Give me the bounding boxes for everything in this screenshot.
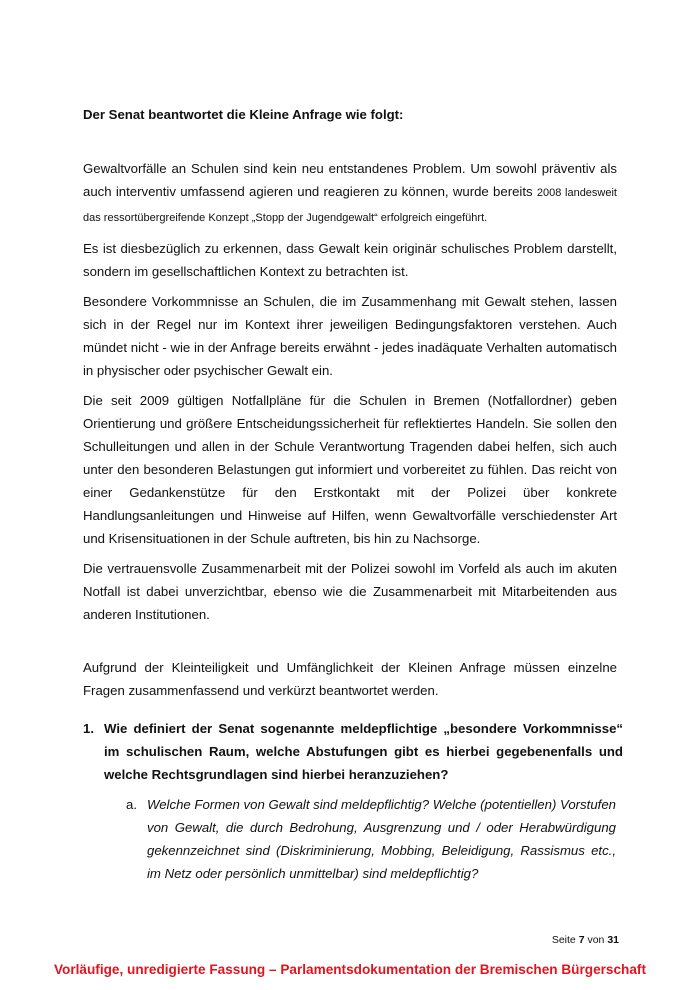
page-number <box>552 934 619 946</box>
page-number-total: 31 <box>607 934 619 946</box>
footer-disclaimer: Vorläufige, unredigierte Fassung – Parlamentsdokumentation der Bremischen Bürgerschaft <box>54 962 646 977</box>
paragraph-intro <box>83 157 617 230</box>
paragraph-police-cooperation: Die vertrauensvolle Zusammenarbeit mit der Polizei sowohl im Vorfeld als auch im akuten Notfall ist dabei unverzichtbar, ebenso wie die Zusammenarbeit mit Mitarbeitenden aus anderen Institutionen. <box>83 561 617 622</box>
page-number-current: 7 <box>578 934 585 946</box>
question-text: Wie definiert der Senat sogenannte meldepflichtige „besondere Vorkommnisse“ im schulischen Raum, welche Abstufungen gibt es hierbei gegebenenfalls und welche Rechtsgrundlagen sind hierbei heranzuziehen? <box>104 721 623 782</box>
answer-body <box>83 157 617 709</box>
subquestion-a <box>126 793 616 885</box>
paragraph-intro-small-text: 2008 landesweit das ressortübergreifende Konzept „Stopp der Jugendgewalt“ erfolgreich eingeführt. <box>83 187 617 224</box>
subquestion-letter: a. <box>126 797 137 812</box>
paragraph-summary-note: Aufgrund der Kleinteiligkeit und Umfänglichkeit der Kleinen Anfrage müssen einzelne Fragen zusammenfassend und verkürzt beantwortet werden. <box>83 660 617 698</box>
paragraph-intro-text: Gewaltvorfälle an Schulen sind kein neu entstandenes Problem. Um sowohl präventiv als auch interventiv umfassend agieren und reagieren zu können, wurde bereits <box>83 161 617 199</box>
section-heading: Der Senat beantwortet die Kleine Anfrage wie folgt: <box>83 107 404 122</box>
question-number: 1. <box>83 721 94 736</box>
question-1 <box>83 717 623 786</box>
paragraph-incidents: Besondere Vorkommnisse an Schulen, die im Zusammenhang mit Gewalt stehen, lassen sich in der Regel nur im Kontext ihrer jeweiligen Bedingungsfaktoren verstehen. Auch mündet nicht - wie in der Anfrage bereits erwähnt - jedes inadäquate Verhalten automatisch in physischer oder psychischer Gewalt ein. <box>83 294 617 378</box>
subquestion-text: Welche Formen von Gewalt sind meldepflichtig? Welche (potentiellen) Vorstufen von Gewalt, die durch Bedrohung, Ausgrenzung und / oder Herabwürdigung gekennzeichnet sind (Diskriminierung, Mobbing, Beleidigung, Rassismus etc., im Netz oder persönlich unmittelbar) sind meldepflichtig? <box>147 797 616 881</box>
page-number-prefix: Seite <box>551 934 576 946</box>
paragraph-emergency-plans: Die seit 2009 gültigen Notfallpläne für die Schulen in Bremen (Notfallordner) geben Orientierung und größere Entscheidungssicherheit für reflektiertes Handeln. Sie sollen den Schulleitungen und allen in der Schule Verantwortung Tragenden dabei helfen, sich auch unter den besonderen Belastungen gut informiert und vorbereitet zu fühlen. Das reicht von einer Gedankenstütze für den Erstkontakt mit der Polizei über konkrete Handlungsanleitungen und Hinweise auf Hilfen, wenn Gewaltvorfälle verschiedenster Art und Krisensituationen in der Schule auftreten, bis hin zu Nachsorge. <box>83 393 617 546</box>
paragraph-context: Es ist diesbezüglich zu erkennen, dass Gewalt kein originär schulisches Problem darstellt, sondern im gesellschaftlichen Kontext zu betrachten ist. <box>83 241 617 279</box>
page-number-separator: von <box>587 934 605 946</box>
